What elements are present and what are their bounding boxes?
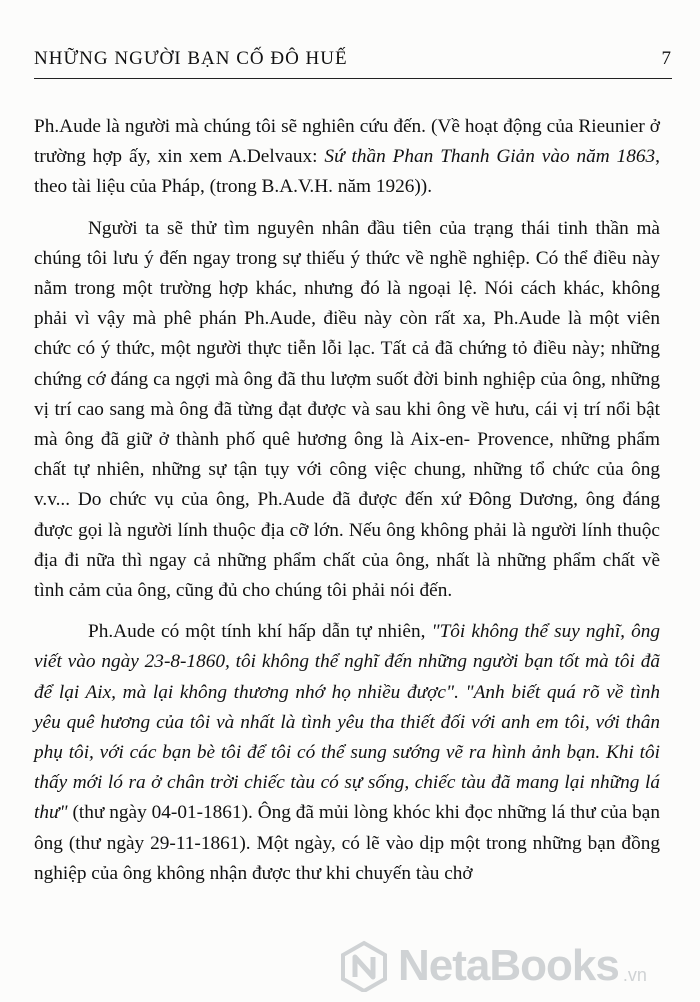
paragraph	[34, 112, 660, 203]
watermark	[338, 936, 688, 996]
italic-run: "Tôi không thể suy nghĩ, ông viết vào ngày 23-8-1860, tôi không thể nghĩ đến những người bạn tốt mà tôi đã để lại Aix, mà lại không thương nhớ họ nhiều được". "Anh biết quá rõ về tình yêu quê hương của tôi và nhất là tình yêu tha thiết đối với anh em tôi, với thân phụ tôi, với các bạn bè tôi để tôi có thể sung sướng vẽ ra hình ảnh bạn. Khi tôi thấy mới ló ra ở chân trời chiếc tàu có sự sống, chiếc tàu đã mang lại những lá thư"	[34, 621, 660, 824]
header-rule	[34, 78, 672, 79]
text-run: , theo tài liệu của Pháp, (trong B.A.V.H. năm 1926)).	[34, 146, 660, 198]
page-number: 7	[661, 48, 672, 69]
paragraph	[34, 214, 660, 607]
text-run: (thư ngày 04-01-1861). Ông đã mủi lòng khóc khi đọc những lá thư của bạn ông (thư ngày 29-11-1861). Một ngày, có lẽ vào dịp một trong những bạn đồng nghiệp của ông không nhận được thư khi chuyến tàu chở	[34, 802, 660, 884]
running-title: NHỮNG NGƯỜI BẠN CỐ ĐÔ HUẾ	[34, 48, 348, 69]
italic-run: Sứ thần Phan Thanh Giản vào năm 1863	[324, 146, 656, 168]
body-text	[34, 112, 660, 900]
text-run: Ph.Aude là người mà chúng tôi sẽ nghiên cứu đến. (Về hoạt động của Rieunier ở trường hợp ấy, xin xem A.Delvaux:	[34, 116, 660, 168]
netabooks-logo-icon	[338, 940, 390, 992]
running-header	[34, 40, 672, 70]
watermark-tld: .vn	[622, 965, 647, 985]
paragraph	[34, 617, 660, 889]
text-run: Ph.Aude có một tính khí hấp dẫn tự nhiên,	[88, 621, 432, 643]
text-run: Người ta sẽ thử tìm nguyên nhân đầu tiên của trạng thái tinh thần mà chúng tôi lưu ý đến ngay trong sự thiếu ý thức về nghề nghiệp. Có thể điều này nằm trong một trường hợp khác, nhưng đó là ngoại lệ. Nói cách khác, không phải vì vậy mà phê phán Ph.Aude, điều này còn rất xa, Ph.Aude là một viên chức có ý thức, một người thực tiễn lỗi lạc. Tất cả đã chứng tỏ điều này; những chứng cớ đáng ca ngợi mà ông đã thu lượm suốt đời binh nghiệp của ông, những vị trí cao sang mà ông đã từng đạt được và sau khi ông về hưu, cái vị trí nổi bật mà ông đã giữ ở thành phố quê hương ông là Aix-en- Provence, những phẩm chất tự nhiên, những sự tận tụy với công việc chung, những tổ chức của ông v.v... Do chức vụ của ông, Ph.Aude đã được đến xứ Đông Dương, ông đáng được gọi là người lính thuộc địa cỡ lớn. Nếu ông không phải là người lính thuộc địa đi nữa thì ngay cả những phẩm chất của ông, nhất là những phẩm chất về tình cảm của ông, cũng đủ cho chúng tôi phải nói đến.	[34, 217, 660, 602]
watermark-brand: NetaBooks	[398, 941, 619, 990]
